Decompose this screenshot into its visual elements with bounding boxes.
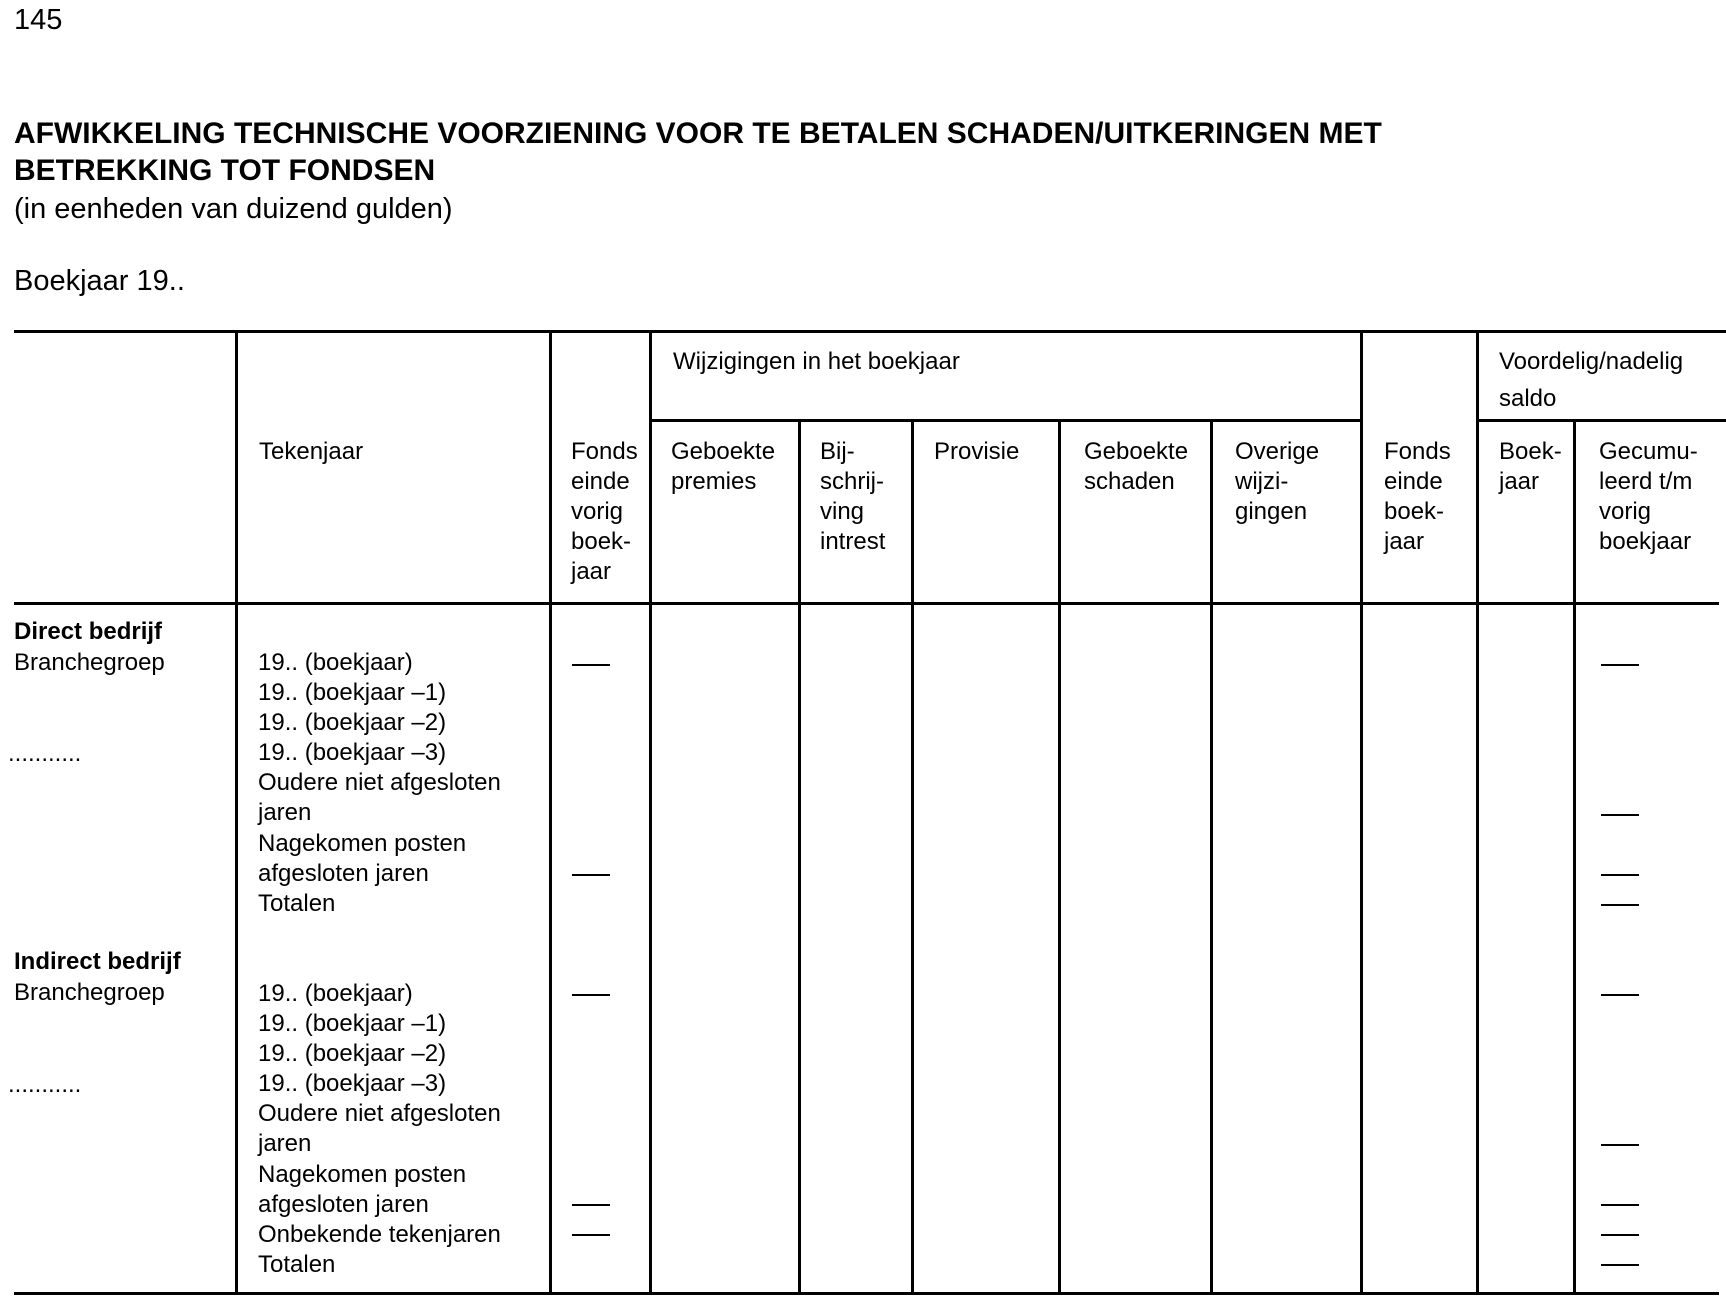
nil-dash [572,1204,610,1206]
table-row: Oudere niet afgesloten [258,1100,501,1127]
header-bottom-rule [14,602,1719,605]
table-row: Oudere niet afgesloten [258,769,501,796]
column-divider [549,330,552,1294]
header-geboekte-schaden: Geboekte schaden [1084,438,1189,495]
branchegroep-label-direct: Branchegroep [14,649,165,676]
title-line-2: BETREKKING TOT FONDSEN [14,154,436,187]
nil-dash [1601,904,1639,906]
column-divider [649,330,652,1294]
nil-dash [572,874,610,876]
table-bottom-rule [14,1292,1719,1295]
table-row: Totalen [258,1251,336,1278]
header-geboekte-premies: Geboekte premies [671,438,776,495]
nil-dash [1601,1264,1639,1266]
header-saldo-boekjaar: Boek- jaar [1499,438,1562,495]
nil-dash [1601,874,1639,876]
column-divider [1058,419,1061,1294]
header-provisie: Provisie [934,438,1020,465]
table-row: 19.. (boekjaar) [258,980,413,1007]
section-title-direct: Direct bedrijf [14,618,163,645]
column-divider [1476,330,1479,1294]
title-line-1: AFWIKKELING TECHNISCHE VOORZIENING VOOR TE BETALEN SCHADEN/UITKERINGEN MET [14,117,1382,150]
table-row: 19.. (boekjaar –2) [258,1040,447,1067]
table-row: Onbekende tekenjaren [258,1221,501,1248]
section-title-indirect: Indirect bedrijf [14,948,181,975]
table-row: jaren [258,1130,312,1157]
placeholder-dots-indirect: ........... [8,1071,82,1098]
nil-dash [572,1234,610,1236]
subtitle: (in eenheden van duizend gulden) [14,193,453,225]
column-divider [798,419,801,1294]
table-row: 19.. (boekjaar –1) [258,1010,447,1037]
header-tekenjaar: Tekenjaar [259,438,364,465]
wijzigingen-group-rule [649,419,1363,422]
table-row: 19.. (boekjaar –3) [258,1070,447,1097]
nil-dash [1601,1204,1639,1206]
year-label: Boekjaar 19.. [14,265,185,297]
table-row: afgesloten jaren [258,860,429,887]
header-bijschrijving-intrest: Bij- schrij- ving intrest [820,438,886,555]
branchegroep-label-indirect: Branchegroep [14,979,165,1006]
header-fonds-einde-boekjaar: Fonds einde boek- jaar [1384,438,1451,555]
table-row: 19.. (boekjaar –3) [258,739,447,766]
nil-dash [572,664,610,666]
column-divider [911,419,914,1294]
header-saldo-group-line-1: Voordelig/nadelig [1499,348,1684,375]
header-wijzigingen-group: Wijzigingen in het boekjaar [673,348,960,375]
table-row: 19.. (boekjaar –1) [258,679,447,706]
table-row: 19.. (boekjaar) [258,649,413,676]
header-fonds-einde-vorig-boekjaar: Fonds einde vorig boek- jaar [571,438,638,585]
table-row: jaren [258,799,312,826]
nil-dash [1601,994,1639,996]
column-divider [1210,419,1213,1294]
nil-dash [1601,1144,1639,1146]
column-divider [1360,330,1363,1294]
saldo-group-rule [1478,419,1726,422]
table-row: Nagekomen posten [258,830,467,857]
placeholder-dots-direct: ........... [8,740,82,767]
table-row: Nagekomen posten [258,1161,467,1188]
table-row: afgesloten jaren [258,1191,429,1218]
nil-dash [1601,1234,1639,1236]
table-top-rule [14,330,1726,333]
table-row: 19.. (boekjaar –2) [258,709,447,736]
table-row: Totalen [258,890,336,917]
header-saldo-gecumuleerd: Gecumu- leerd t/m vorig boekjaar [1599,438,1698,555]
header-saldo-group-line-2: saldo [1499,385,1557,412]
nil-dash [572,994,610,996]
header-overige-wijzigingen: Overige wijzi- gingen [1235,438,1320,525]
column-divider [1573,419,1576,1294]
nil-dash [1601,814,1639,816]
nil-dash [1601,664,1639,666]
column-divider [235,330,238,1294]
page-number: 145 [14,4,63,36]
